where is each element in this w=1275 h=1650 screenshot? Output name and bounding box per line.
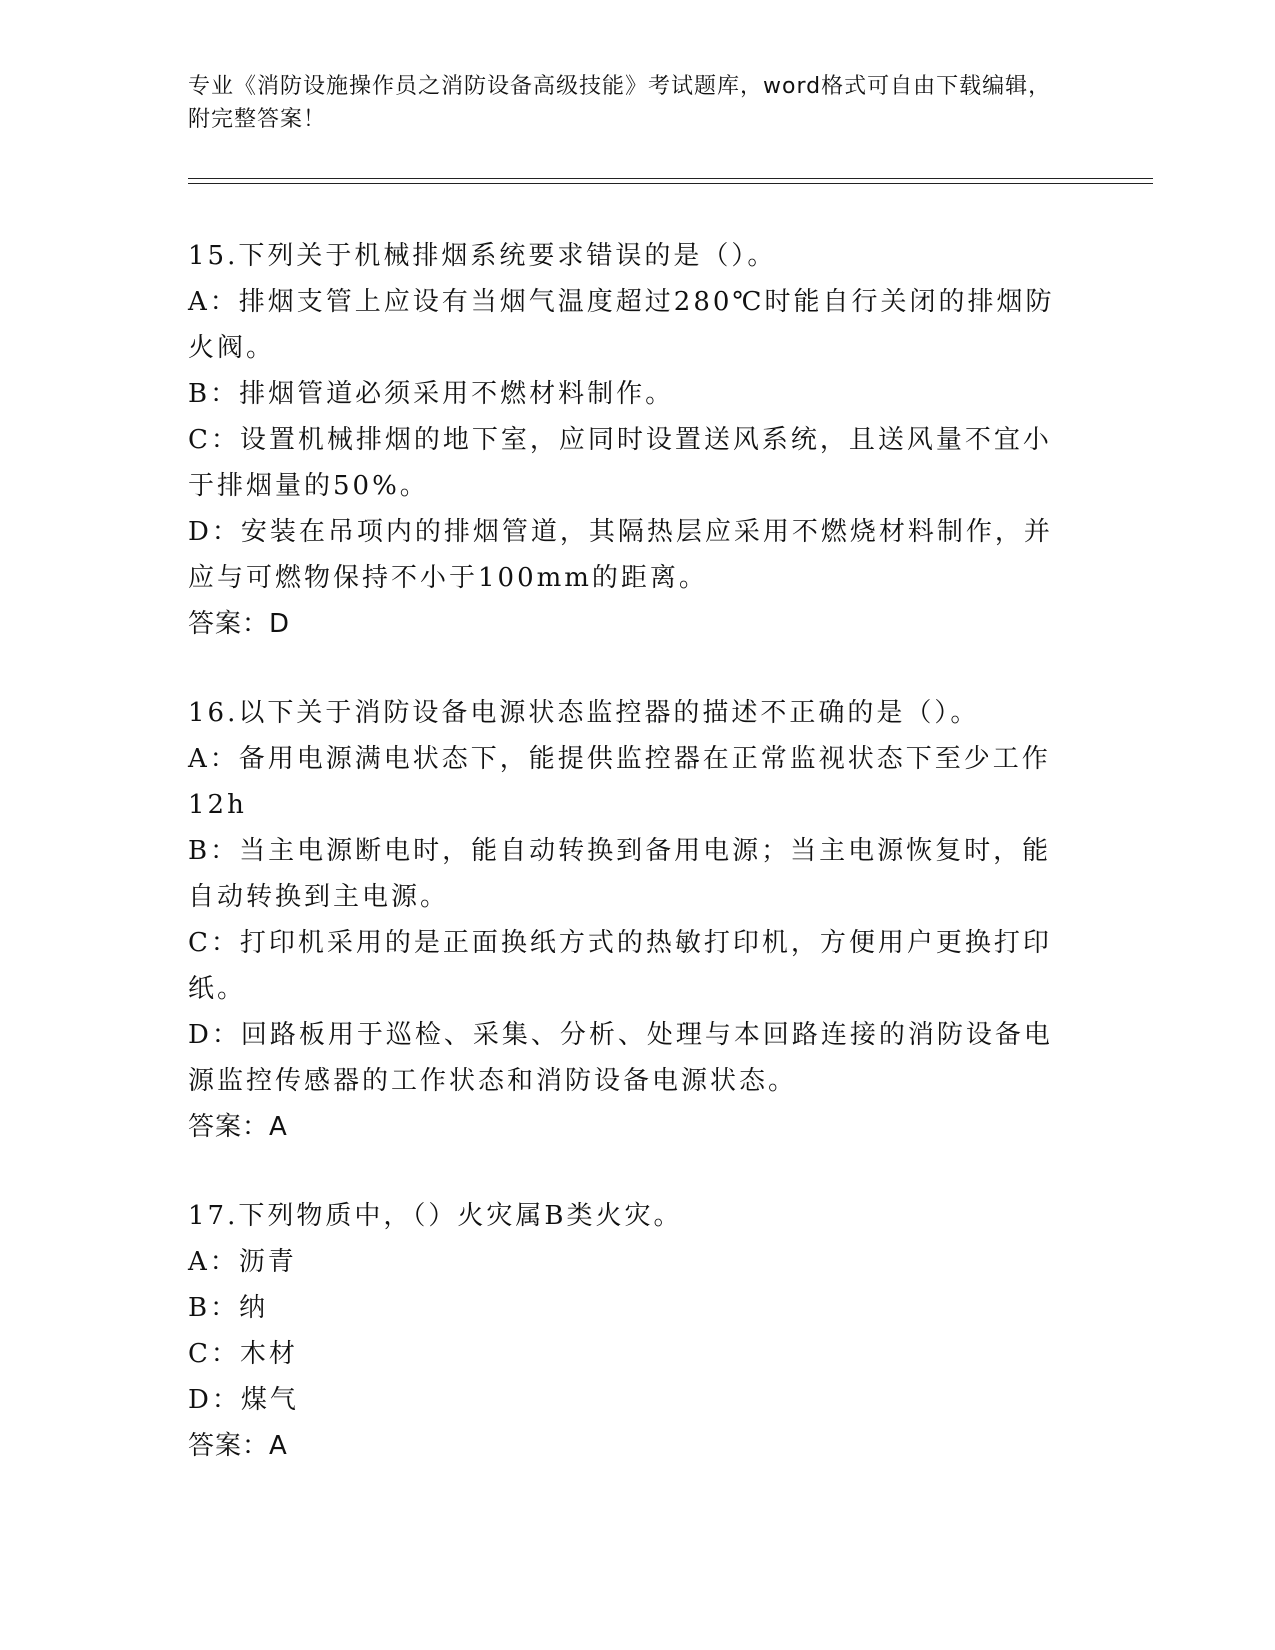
option-b: B：排烟管道必须采用不燃材料制作。: [188, 379, 675, 409]
option-a: A：备用电源满电状态下，能提供监控器在正常监视状态下至少工作12h: [188, 744, 1051, 820]
option-b: B：当主电源断电时，能自动转换到备用电源；当主电源恢复时，能自动转换到主电源。: [188, 836, 1052, 912]
document-header: 专业《消防设施操作员之消防设备高级技能》考试题库，word格式可自由下载编辑，附完整答案！: [188, 74, 1052, 132]
option-c: C：木材: [188, 1339, 298, 1369]
question-15: [188, 233, 1068, 647]
option-a: A：排烟支管上应设有当烟气温度超过280℃时能自行关闭的排烟防火阀。: [188, 287, 1055, 363]
question-16: [188, 690, 1068, 1150]
question-17: [188, 1193, 1068, 1469]
option-d: D：安装在吊项内的排烟管道，其隔热层应采用不燃烧材料制作，并应与可燃物保持不小于100mm的距离。: [188, 517, 1053, 593]
question-stem: 15.下列关于机械排烟系统要求错误的是（）。: [188, 241, 777, 271]
option-d: D：煤气: [188, 1385, 299, 1415]
header-divider-bottom: [188, 183, 1153, 184]
option-c: C：设置机械排烟的地下室，应同时设置送风系统，且送风量不宜小于排烟量的50%。: [188, 425, 1052, 501]
option-b: B：纳: [188, 1293, 269, 1323]
option-a: A：沥青: [188, 1247, 297, 1277]
question-list: [188, 233, 1068, 1512]
answer-label: 答案：D: [188, 609, 291, 639]
question-stem: 17.下列物质中，（）火灾属B类火灾。: [188, 1201, 683, 1231]
question-stem: 16.以下关于消防设备电源状态监控器的描述不正确的是（）。: [188, 698, 980, 728]
answer-label: 答案：A: [188, 1112, 288, 1142]
header-divider-top: [188, 178, 1153, 179]
option-d: D：回路板用于巡检、采集、分析、处理与本回路连接的消防设备电源监控传感器的工作状态和消防设备电源状态。: [188, 1020, 1053, 1096]
option-c: C：打印机采用的是正面换纸方式的热敏打印机，方便用户更换打印纸。: [188, 928, 1052, 1004]
answer-label: 答案：A: [188, 1431, 288, 1461]
